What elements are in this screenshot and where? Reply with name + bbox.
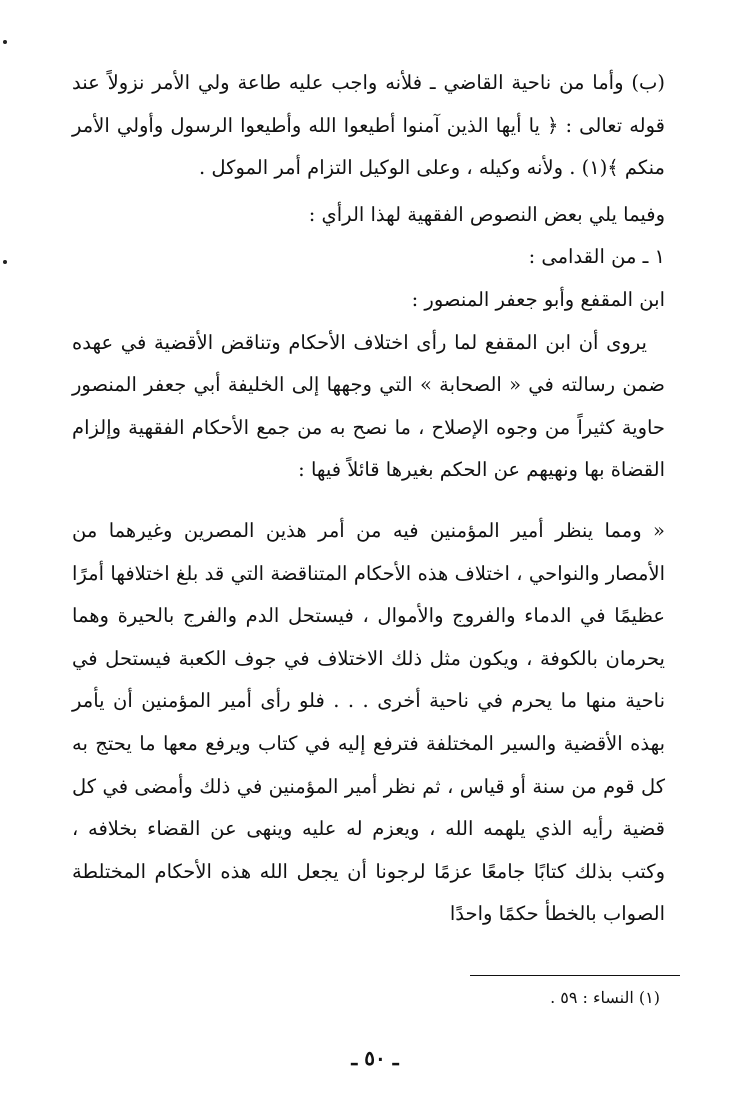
paragraph-ibn-almuqaffa: يروى أن ابن المقفع لما رأى اختلاف الأحكام وتناقض الأقضية في عهده ضمن رسالته في « الصحابة » التي وجهها إلى الخليفة أبي جعفر المنصور حاوية كثيراً من وجوه الإصلاح ، ما نصح به من جمع الأحكام الفقهية وإلزام القضاة بها ونهيهم عن الحكم بغيرها قائلاً فيها :	[72, 330, 665, 482]
footnote-divider	[470, 975, 680, 976]
scan-speck	[3, 260, 7, 264]
paragraph-intro-texts: وفيما يلي بعض النصوص الفقهية لهذا الرأي :	[308, 202, 665, 226]
quotation-risala: « ومما ينظر أمير المؤمنين فيه من أمر هذين المصرين وغيرهما من الأمصار والنواحي ، اختلاف هذه الأحكام المتناقضة التي قد بلغ اختلافها أمرًا عظيمًا في الدماء والفروج والأموال ، فيستحل الدم والفرج بالحيرة وهما يحرمان بالكوفة ، ويكون مثل ذلك الاختلاف في جوف الكعبة فيستحل في ناحية منها ما يحرم في ناحية أخرى . . . فلو رأى أمير المؤمنين أن يأمر بهذه الأقضية والسير المختلفة فترفع إليه في كتاب ويرفع معها ما يحتج به كل قوم من سنة أو قياس ، ثم نظر أمير المؤمنين في ذلك وأمضى في كل قضية رأيه الذي يلهمه الله ، ويعزم له عليه وينهى عن القضاء بخلافه ، وكتب بذلك كتابًا جامعًا عزمًا لرجونا أن يجعل الله هذه الأحكام المختلطة الصواب بالخطأ حكمًا واحدًا	[72, 518, 665, 926]
body-text	[72, 62, 665, 936]
paragraph-judge-obedience: (ب) وأما من ناحية القاضي ـ فلأنه واجب عليه طاعة ولي الأمر نزولاً عند قوله تعالى : ﴿ يا أيها الذين آمنوا أطيعوا الله وأطيعوا الرسول وأولي الأمر منكم ﴾(١) . ولأنه وكيله ، وعلى الوكيل التزام أمر الموكل .	[72, 71, 665, 180]
page-number: ـ ٥٠ ـ	[351, 1046, 399, 1070]
scan-speck	[3, 40, 7, 44]
section-heading-classical: ١ ـ من القدامى :	[528, 245, 665, 269]
subheading-ibn-almuqaffa: ابن المقفع وأبو جعفر المنصور :	[411, 287, 665, 311]
footnote: (١) النساء : ٥٩ .	[550, 988, 660, 1007]
